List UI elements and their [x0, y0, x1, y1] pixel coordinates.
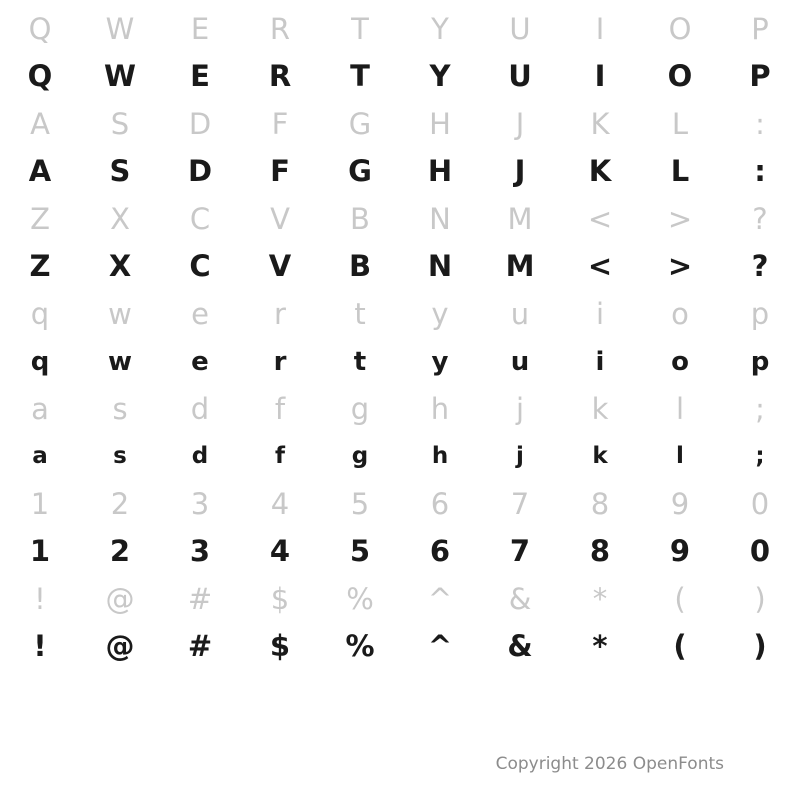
- glyph-cell: k: [592, 443, 608, 469]
- glyph-cell: g: [350, 391, 370, 426]
- glyph-cell: J: [514, 154, 526, 188]
- glyph-cell: R: [269, 11, 291, 46]
- glyph-cell: 9: [670, 486, 690, 521]
- glyph-cell: r: [274, 296, 286, 331]
- glyph-cell: D: [188, 106, 212, 141]
- glyph-cell: q: [30, 296, 50, 331]
- glyph-cell: U: [508, 59, 532, 93]
- glyph-cell: 3: [189, 534, 211, 568]
- glyph-cell: @: [105, 581, 135, 616]
- glyph-cell: :: [754, 154, 766, 188]
- glyph-cell: O: [668, 11, 692, 46]
- glyph-cell: s: [112, 391, 128, 426]
- glyph-cell: *: [592, 629, 608, 663]
- glyph-cell: 1: [29, 534, 51, 568]
- glyph-cell: <: [587, 201, 613, 236]
- glyph-cell: f: [274, 391, 286, 426]
- glyph-cell: K: [590, 106, 610, 141]
- glyph-cell: H: [427, 154, 453, 188]
- glyph-cell: *: [592, 581, 608, 616]
- glyph-cell: g: [351, 443, 369, 469]
- glyph-row: [0, 337, 800, 386]
- glyph-cell: u: [510, 346, 530, 377]
- glyph-cell: q: [30, 346, 50, 377]
- glyph-cell: !: [33, 629, 47, 663]
- glyph-cell: e: [191, 346, 209, 377]
- glyph-cell: :: [755, 106, 765, 141]
- glyph-cell: 4: [269, 534, 291, 568]
- glyph-cell: Z: [29, 249, 51, 283]
- glyph-cell: 4: [270, 486, 290, 521]
- glyph-cell: N: [427, 249, 453, 283]
- glyph-cell: 0: [750, 486, 770, 521]
- glyph-cell: W: [104, 59, 136, 93]
- glyph-cell: I: [594, 59, 606, 93]
- glyph-cell: r: [273, 346, 287, 377]
- glyph-cell: i: [595, 346, 605, 377]
- glyph-cell: y: [431, 296, 449, 331]
- glyph-cell: I: [595, 11, 605, 46]
- glyph-row: [0, 52, 800, 101]
- glyph-cell: Z: [30, 201, 50, 236]
- glyph-cell: j: [516, 443, 524, 469]
- glyph-cell: H: [429, 106, 451, 141]
- glyph-cell: ): [754, 581, 766, 616]
- glyph-cell: T: [351, 11, 369, 46]
- glyph-cell: C: [189, 249, 211, 283]
- glyph-cell: w: [108, 296, 132, 331]
- glyph-cell: 7: [510, 486, 530, 521]
- glyph-row: [0, 622, 800, 671]
- glyph-row: [0, 147, 800, 196]
- glyph-row: [0, 291, 800, 337]
- glyph-cell: 0: [749, 534, 771, 568]
- glyph-cell: l: [676, 443, 684, 469]
- glyph-cell: #: [187, 581, 213, 616]
- glyph-cell: E: [190, 11, 210, 46]
- glyph-cell: a: [31, 391, 49, 426]
- glyph-cell: 5: [350, 486, 370, 521]
- glyph-cell: K: [588, 154, 612, 188]
- glyph-cell: A: [30, 106, 50, 141]
- glyph-row: [0, 6, 800, 52]
- glyph-cell: &: [508, 581, 532, 616]
- glyph-cell: 6: [429, 534, 451, 568]
- glyph-cell: 7: [509, 534, 531, 568]
- glyph-cell: B: [348, 249, 372, 283]
- glyph-cell: 8: [589, 534, 611, 568]
- glyph-cell: i: [595, 296, 605, 331]
- glyph-cell: d: [190, 391, 210, 426]
- glyph-cell: 1: [30, 486, 50, 521]
- glyph-cell: h: [430, 391, 450, 426]
- glyph-cell: X: [110, 201, 130, 236]
- glyph-cell: k: [591, 391, 609, 426]
- glyph-cell: ?: [751, 249, 769, 283]
- glyph-cell: u: [510, 296, 530, 331]
- glyph-cell: Y: [429, 59, 451, 93]
- copyright-notice: Copyright 2026 OpenFonts: [495, 754, 724, 774]
- glyph-cell: F: [271, 106, 289, 141]
- glyph-cell: 3: [190, 486, 210, 521]
- glyph-cell: o: [671, 296, 689, 331]
- glyph-cell: &: [507, 629, 533, 663]
- glyph-cell: <: [587, 249, 613, 283]
- glyph-cell: @: [105, 629, 135, 663]
- glyph-cell: N: [429, 201, 451, 236]
- glyph-cell: !: [34, 581, 46, 616]
- glyph-cell: 5: [349, 534, 371, 568]
- glyph-cell: B: [350, 201, 370, 236]
- glyph-cell: y: [431, 346, 449, 377]
- glyph-cell: D: [187, 154, 213, 188]
- glyph-cell: O: [667, 59, 693, 93]
- glyph-row: [0, 481, 800, 527]
- glyph-row: [0, 386, 800, 432]
- glyph-cell: >: [667, 201, 693, 236]
- glyph-cell: (: [673, 629, 687, 663]
- glyph-row: [0, 101, 800, 147]
- glyph-cell: h: [431, 443, 449, 469]
- glyph-cell: ;: [755, 391, 765, 426]
- glyph-row: [0, 432, 800, 481]
- glyph-cell: t: [354, 296, 366, 331]
- glyph-cell: L: [670, 154, 690, 188]
- glyph-cell: (: [674, 581, 686, 616]
- glyph-cell: s: [113, 443, 127, 469]
- glyph-cell: ^: [427, 629, 453, 663]
- glyph-cell: j: [515, 391, 525, 426]
- glyph-cell: T: [350, 59, 370, 93]
- glyph-cell: ?: [752, 201, 768, 236]
- glyph-cell: G: [348, 154, 372, 188]
- glyph-cell: 2: [110, 486, 130, 521]
- glyph-cell: l: [675, 391, 685, 426]
- glyph-cell: d: [191, 443, 209, 469]
- glyph-cell: J: [515, 106, 525, 141]
- glyph-cell: 6: [430, 486, 450, 521]
- glyph-cell: p: [750, 346, 770, 377]
- glyph-cell: >: [667, 249, 693, 283]
- glyph-cell: p: [750, 296, 770, 331]
- glyph-row: [0, 527, 800, 576]
- glyph-cell: S: [109, 154, 131, 188]
- glyph-cell: S: [110, 106, 130, 141]
- glyph-cell: e: [191, 296, 209, 331]
- glyph-cell: t: [353, 346, 367, 377]
- glyph-cell: Q: [28, 11, 52, 46]
- glyph-cell: C: [189, 201, 211, 236]
- glyph-cell: W: [105, 11, 135, 46]
- glyph-cell: 2: [109, 534, 131, 568]
- glyph-cell: P: [751, 11, 769, 46]
- glyph-cell: U: [509, 11, 531, 46]
- glyph-cell: $: [270, 581, 290, 616]
- glyph-cell: A: [28, 154, 52, 188]
- glyph-cell: %: [345, 629, 375, 663]
- glyph-cell: %: [346, 581, 374, 616]
- glyph-cell: Y: [431, 11, 449, 46]
- glyph-cell: R: [268, 59, 292, 93]
- glyph-row: [0, 242, 800, 291]
- glyph-row: [0, 196, 800, 242]
- glyph-cell: ;: [755, 443, 765, 469]
- glyph-cell: P: [749, 59, 771, 93]
- glyph-cell: M: [507, 201, 533, 236]
- glyph-cell: #: [187, 629, 213, 663]
- glyph-cell: 9: [669, 534, 691, 568]
- glyph-cell: M: [505, 249, 535, 283]
- glyph-cell: G: [348, 106, 372, 141]
- glyph-cell: F: [270, 154, 290, 188]
- glyph-cell: V: [270, 201, 290, 236]
- glyph-cell: ^: [427, 581, 453, 616]
- glyph-cell: V: [268, 249, 292, 283]
- glyph-row: [0, 576, 800, 622]
- glyph-cell: ): [753, 629, 767, 663]
- glyph-cell: Q: [27, 59, 53, 93]
- glyph-cell: f: [274, 443, 285, 469]
- glyph-cell: w: [107, 346, 133, 377]
- glyph-cell: 8: [590, 486, 610, 521]
- glyph-cell: $: [269, 629, 291, 663]
- glyph-cell: o: [671, 346, 689, 377]
- glyph-cell: E: [190, 59, 210, 93]
- glyph-cell: a: [32, 443, 48, 469]
- glyph-cell: L: [671, 106, 689, 141]
- glyph-cell: X: [108, 249, 132, 283]
